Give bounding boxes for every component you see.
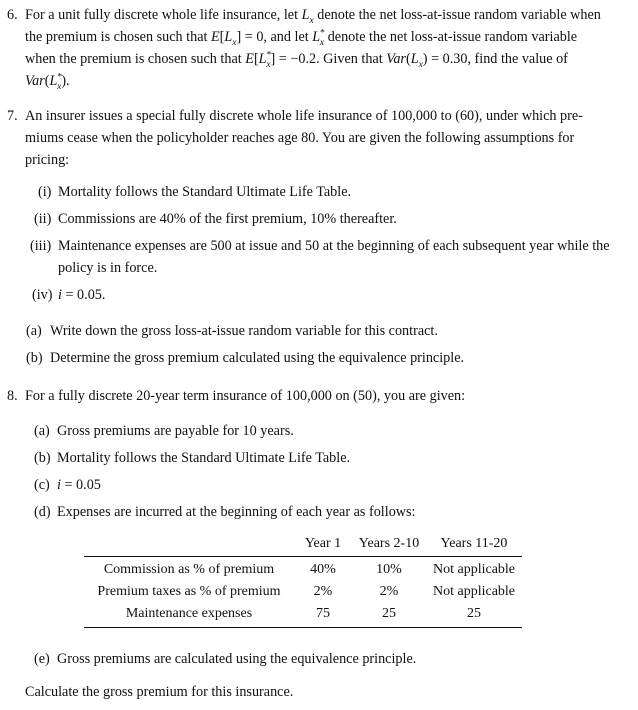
table-header-cell: Year 1 <box>304 536 342 551</box>
table-cell: 75 <box>316 606 330 621</box>
table-header-cell: Years 11-20 <box>440 536 508 551</box>
given-text: Gross premiums are payable for 10 years. <box>57 423 294 439</box>
assumption-text-interest: i = 0.05. <box>58 287 106 303</box>
assumption-label: (ii) <box>34 211 52 227</box>
problem-number: 7. <box>7 108 18 124</box>
problem-7-line-3: pricing: <box>25 152 70 168</box>
problem-6-line-2: the premium is chosen such that $E[L_x] = 0$, and let $L^*_x$ denote the net loss-at-issue random variable <box>25 28 578 48</box>
table-cell: 2% <box>379 584 399 599</box>
table-cell: 10% <box>376 562 402 577</box>
problem-6-line-4: $Var(L^*_x)$. <box>25 72 70 92</box>
assumption-label: (i) <box>38 184 52 200</box>
problem-6-line-1: For a unit fully discrete whole life insurance, let $L_x$ denote the net loss-at-issue random variable when <box>25 7 601 26</box>
table-cell: 2% <box>313 584 333 599</box>
assumption-text: Commissions are 40% of the first premium, 10% thereafter. <box>58 211 397 227</box>
problem-8-intro: For a fully discrete 20-year term insurance of 100,000 on (50), you are given: <box>25 388 466 404</box>
assumption-label: (iv) <box>32 287 53 303</box>
assumption-text-continued: policy is in force. <box>58 260 158 276</box>
table-row <box>84 581 522 603</box>
table-header-cell <box>84 532 294 557</box>
problem-number: 8. <box>7 388 18 404</box>
table-row <box>84 603 522 628</box>
problem-number: 6. <box>7 7 18 23</box>
given-text: Gross premiums are calculated using the equivalence principle. <box>57 651 417 667</box>
given-label: (b) <box>34 450 51 466</box>
table-cell: Maintenance expenses <box>125 606 253 621</box>
table-header-row <box>84 532 522 557</box>
question-text: Determine the gross premium calculated using the equivalence principle. <box>50 350 465 366</box>
given-label: (a) <box>34 423 50 439</box>
table-cell: Not applicable <box>432 562 516 577</box>
given-text: Expenses are incurred at the beginning of each year as follows: <box>57 504 416 520</box>
question-text: Write down the gross loss-at-issue random variable for this contract. <box>50 323 438 339</box>
table-cell: 25 <box>382 606 396 621</box>
assumption-label: (iii) <box>30 238 52 254</box>
assumption-text: Maintenance expenses are 500 at issue and 50 at the beginning of each subsequent year while the <box>58 238 610 254</box>
table-cell: Not applicable <box>432 584 516 599</box>
table-cell: 25 <box>467 606 481 621</box>
problem-7-line-2: miums cease when the policyholder reaches age 80. You are given the following assumptions for <box>25 130 575 146</box>
question-label: (a) <box>26 323 42 339</box>
table-cell: Premium taxes as % of premium <box>97 584 281 599</box>
table-row <box>84 557 522 582</box>
table-header-cell: Years 2-10 <box>358 536 420 551</box>
problem-6-line-3: when the premium is chosen such that $E[L^*_x] = -0.2$. Given that $Var(L_x) = 0.30$, find the value of <box>25 50 568 70</box>
question-label: (b) <box>26 350 43 366</box>
given-label: (d) <box>34 504 51 520</box>
table-cell: 40% <box>310 562 336 577</box>
table-cell: Commission as % of premium <box>103 562 275 577</box>
problem-7-line-1: An insurer issues a special fully discrete whole life insurance of 100,000 to (60), under which pre- <box>25 108 583 124</box>
given-text-interest: i = 0.05 <box>57 477 101 493</box>
given-text: Mortality follows the Standard Ultimate Life Table. <box>57 450 351 466</box>
problem-8-task: Calculate the gross premium for this insurance. <box>25 684 294 700</box>
expense-table <box>84 532 522 628</box>
given-label: (c) <box>34 477 50 493</box>
given-label: (e) <box>34 651 50 667</box>
assumption-text: Mortality follows the Standard Ultimate Life Table. <box>58 184 352 200</box>
